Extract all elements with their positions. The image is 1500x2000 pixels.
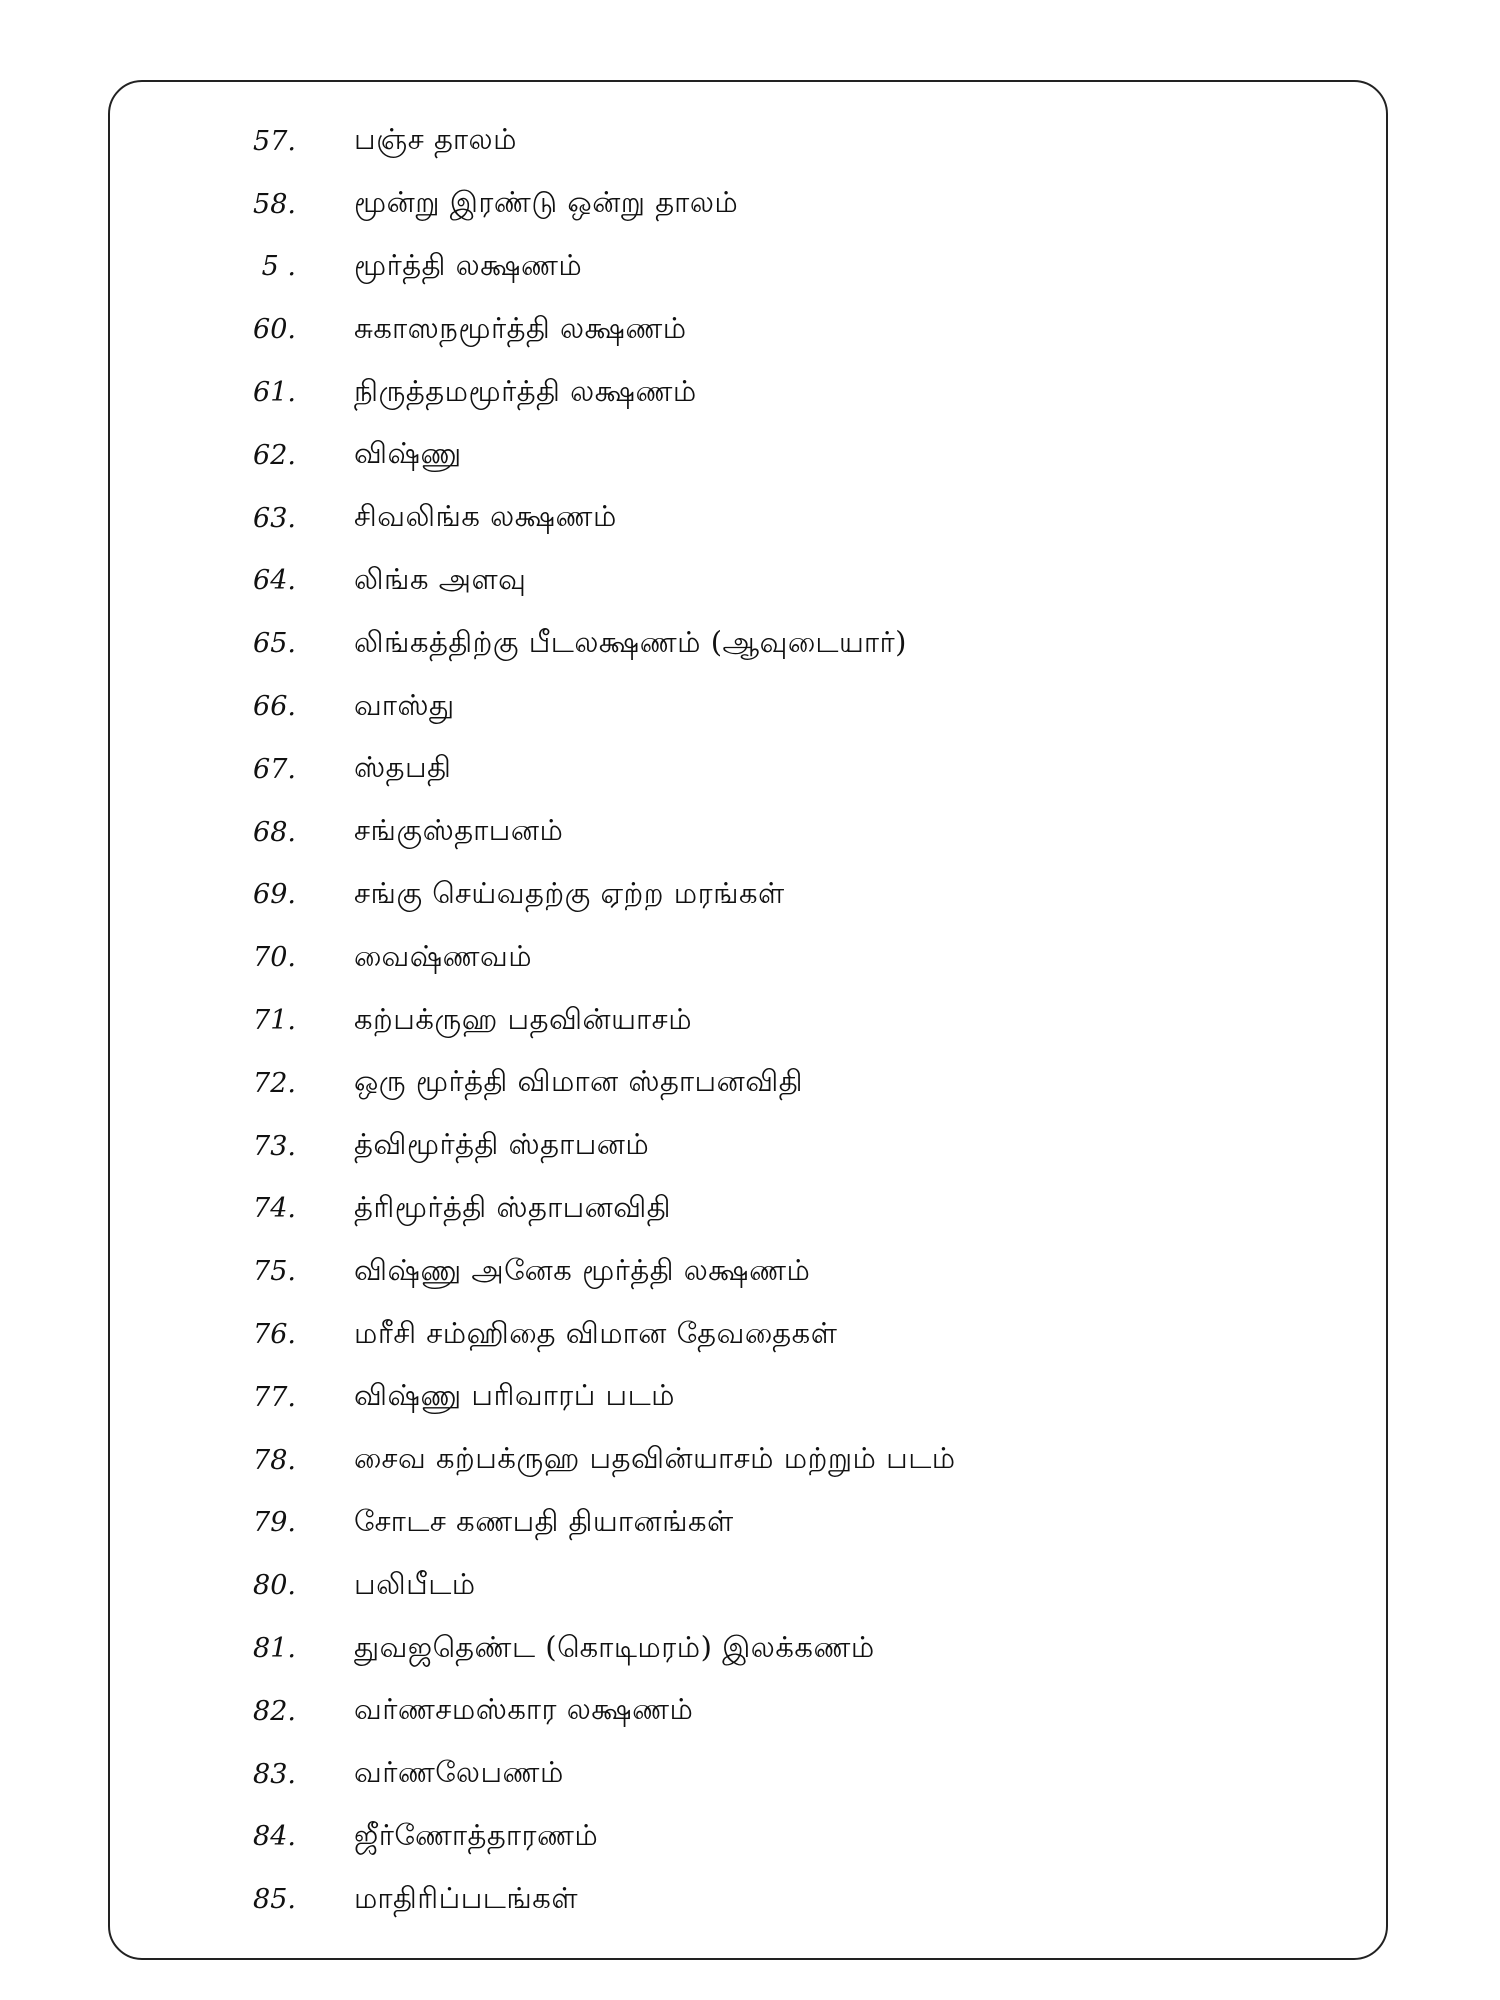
item-number: 69.: [253, 879, 296, 911]
item-number: 73.: [253, 1130, 296, 1162]
item-title: மாதிரிப்படங்கள்: [354, 1880, 578, 1915]
list-item: [200, 110, 956, 173]
list-item: [200, 1115, 956, 1178]
item-number: 68.: [253, 816, 296, 848]
list-item: [200, 1743, 956, 1806]
item-number: 83.: [253, 1758, 296, 1790]
item-title: விஷ்ணு அனேக மூர்த்தி லக்ஷணம்: [354, 1252, 811, 1287]
item-title: வர்ணலேபணம்: [354, 1755, 564, 1790]
item-number: 66.: [253, 691, 296, 723]
item-title: வைஷ்ணவம்: [354, 938, 533, 973]
item-number: 64.: [253, 565, 296, 597]
list-item: [200, 864, 956, 927]
item-number: 70.: [253, 942, 296, 974]
contents-list: [200, 110, 956, 1931]
item-title: லிங்கத்திற்கு பீடலக்ஷணம் (ஆவுடையார்): [354, 624, 907, 659]
item-number: 71.: [253, 1005, 296, 1037]
item-number: 74.: [253, 1193, 296, 1225]
item-number: 79.: [253, 1507, 296, 1539]
list-item: [200, 926, 956, 989]
item-title: நிருத்தமமூர்த்தி லக்ஷணம்: [354, 373, 697, 408]
list-item: [200, 424, 956, 487]
item-title: விஷ்ணு: [354, 436, 462, 471]
list-item: [200, 612, 956, 675]
item-title: சைவ கற்பக்ருஹ பதவின்யாசம் மற்றும் படம்: [354, 1441, 956, 1476]
item-number: 57.: [253, 125, 296, 157]
list-item: [200, 738, 956, 801]
list-item: [200, 1366, 956, 1429]
item-title: லிங்க அளவு: [354, 561, 527, 596]
list-item: [200, 1868, 956, 1931]
item-title: ஒரு மூர்த்தி விமான ஸ்தாபனவிதி: [354, 1064, 803, 1099]
item-title: பலிபீடம்: [354, 1566, 476, 1601]
list-item: [200, 801, 956, 864]
list-item: [200, 1492, 956, 1555]
item-number: 67.: [253, 753, 296, 785]
list-item: [200, 298, 956, 361]
item-title: வர்ணசமஸ்கார லக்ஷணம்: [354, 1692, 694, 1727]
list-item: [200, 1240, 956, 1303]
list-item: [200, 1617, 956, 1680]
item-number: 81.: [253, 1633, 296, 1665]
item-title: மூர்த்தி லக்ஷணம்: [354, 247, 583, 282]
list-item: [200, 236, 956, 299]
item-title: வாஸ்து: [354, 687, 455, 722]
list-item: [200, 1806, 956, 1869]
item-title: விஷ்ணு பரிவாரப் படம்: [354, 1378, 675, 1413]
item-title: சோடச கணபதி தியானங்கள்: [354, 1503, 734, 1538]
list-item: [200, 1303, 956, 1366]
item-title: மரீசி சம்ஹிதை விமான தேவதைகள்: [354, 1315, 838, 1350]
item-number: 77.: [253, 1381, 296, 1413]
item-number: 78.: [253, 1444, 296, 1476]
item-title: சிவலிங்க லக்ஷணம்: [354, 499, 617, 534]
list-item: [200, 1178, 956, 1241]
item-title: ஸ்தபதி: [354, 750, 452, 785]
item-number: 63.: [253, 502, 296, 534]
list-item: [200, 550, 956, 613]
item-title: சுகாஸநமூர்த்தி லக்ஷணம்: [354, 310, 687, 345]
list-item: [200, 1554, 956, 1617]
item-number: 60.: [253, 314, 296, 346]
item-title: பஞ்ச தாலம்: [354, 122, 517, 157]
list-item: [200, 675, 956, 738]
item-number: 58.: [253, 188, 296, 220]
list-item: [200, 361, 956, 424]
item-title: ஜீர்ணோத்தாரணம்: [354, 1817, 599, 1852]
item-number: 62.: [253, 439, 296, 471]
item-number: 72.: [253, 1067, 296, 1099]
item-number: 82.: [253, 1695, 296, 1727]
item-number: 76.: [253, 1319, 296, 1351]
list-item: [200, 173, 956, 236]
item-title: துவஜதெண்ட (கொடிமரம்) இலக்கணம்: [354, 1629, 875, 1664]
item-title: த்ரிமூர்த்தி ஸ்தாபனவிதி: [354, 1189, 672, 1224]
item-number: 75.: [253, 1256, 296, 1288]
list-item: [200, 1429, 956, 1492]
item-title: த்விமூர்த்தி ஸ்தாபனம்: [354, 1127, 650, 1162]
list-item: [200, 1052, 956, 1115]
item-number: 5 .: [261, 251, 296, 283]
item-number: 85.: [253, 1884, 296, 1916]
list-item: [200, 1680, 956, 1743]
item-number: 80.: [253, 1570, 296, 1602]
item-title: மூன்று இரண்டு ஒன்று தாலம்: [354, 185, 739, 220]
item-number: 65.: [253, 628, 296, 660]
item-title: சங்கு செய்வதற்கு ஏற்ற மரங்கள்: [354, 875, 785, 910]
item-title: கற்பக்ருஹ பதவின்யாசம்: [354, 1001, 693, 1036]
item-number: 84.: [253, 1821, 296, 1853]
list-item: [200, 989, 956, 1052]
item-title: சங்குஸ்தாபனம்: [354, 813, 564, 848]
item-number: 61.: [253, 377, 296, 409]
list-item: [200, 487, 956, 550]
